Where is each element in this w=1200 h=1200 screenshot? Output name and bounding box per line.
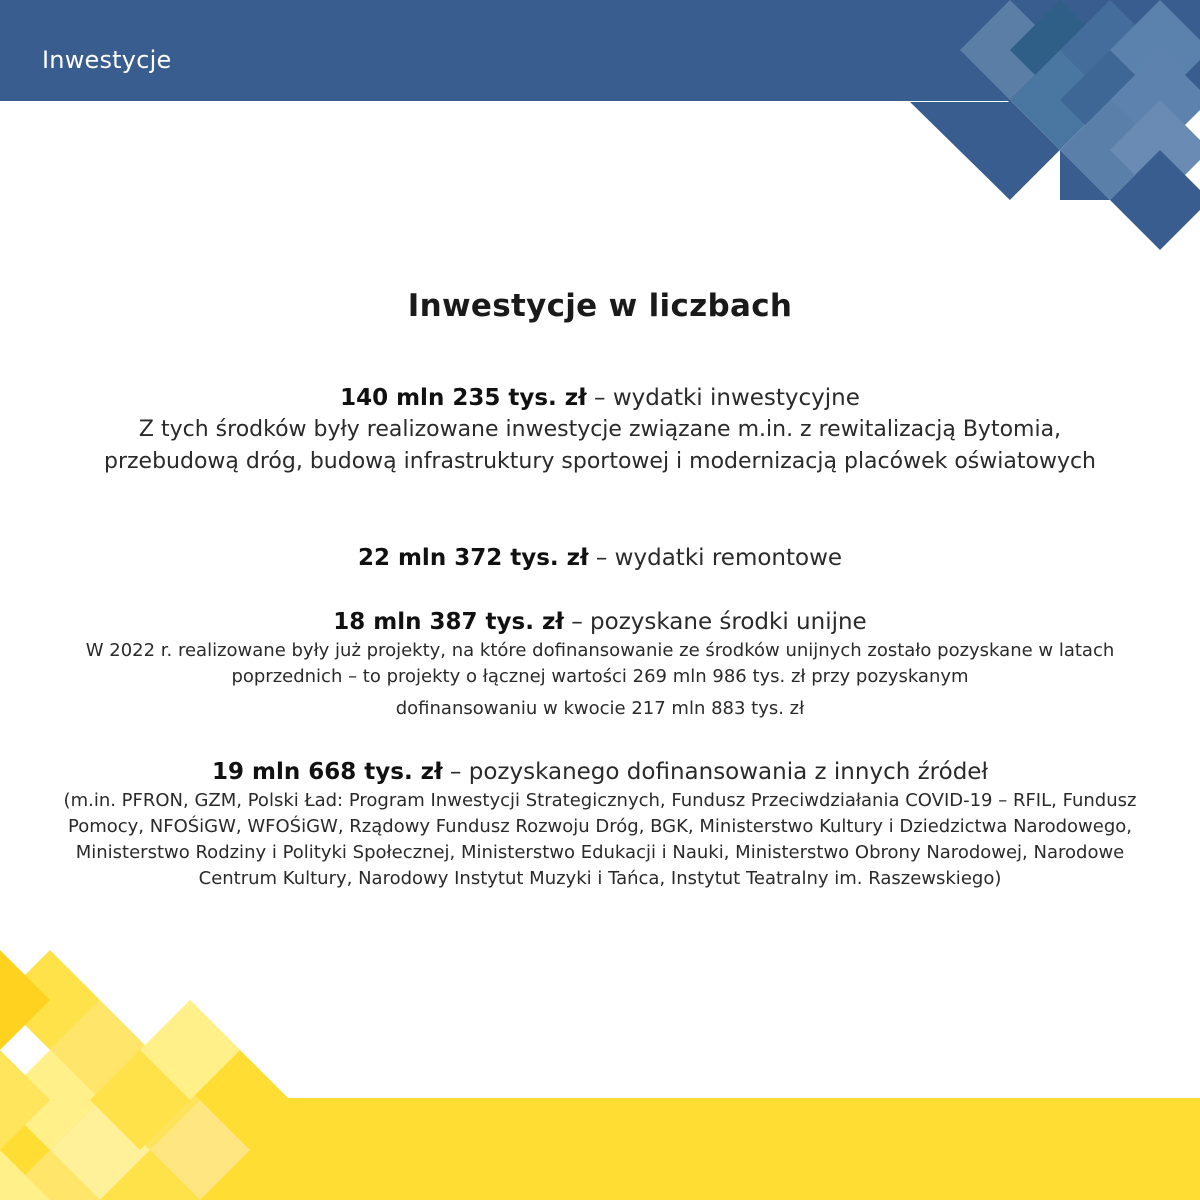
yellow-diamond-pattern: [0, 950, 1200, 1200]
item-amount: 19 mln 668 tys. zł: [212, 759, 443, 785]
header-title: Inwestycje: [42, 46, 172, 74]
item-label: – pozyskanego dofinansowania z innych źródeł: [442, 759, 988, 785]
item-description-line2: dofinansowaniu w kwocie 217 mln 883 tys. zł: [395, 698, 805, 719]
item-description: Z tych środków były realizowane inwestycje związane m.in. z rewitalizacją Bytomia, przebudową dróg, budową infrastruktury sportowej i modernizacją placówek oświatowych: [104, 417, 1096, 474]
item-label: – wydatki inwestycyjne: [586, 385, 860, 411]
item-headline: [30, 382, 1170, 414]
item-amount: 140 mln 235 tys. zł: [340, 385, 587, 411]
item-label: – pozyskane środki unijne: [563, 609, 867, 635]
investment-item-3: [30, 606, 1170, 722]
investment-item-2: [30, 542, 1170, 574]
item-amount: 18 mln 387 tys. zł: [333, 609, 564, 635]
item-headline: [30, 756, 1170, 788]
item-label: – wydatki remontowe: [588, 545, 843, 571]
header-band: [0, 0, 1200, 101]
item-headline: [30, 542, 1170, 574]
investment-item-1: [30, 382, 1170, 478]
item-amount: 22 mln 372 tys. zł: [357, 545, 589, 571]
page-title: Inwestycje w liczbach: [407, 288, 793, 324]
investment-item-4: [30, 756, 1170, 892]
item-description: W 2022 r. realizowane były już projekty, na które dofinansowanie ze środków unijnych zostało pozyskane w latach poprzednich – to projekty o łącznej wartości 269 mln 986 tys. zł przy pozyskanym: [85, 640, 1115, 687]
item-headline: [30, 606, 1170, 638]
item-description: (m.in. PFRON, GZM, Polski Ład: Program Inwestycji Strategicznych, Fundusz Przeciwdziałania COVID-19 – RFIL, Fundusz Pomocy, NFOŚiGW, WFOŚiGW, Rządowy Fundusz Rozwoju Dróg, BGK, Ministerstwo Kultury i Dziedzictwa Narodowego, Ministerstwo Rodziny i Polityki Społecznej, Ministerstwo Edukacji i Nauki, Ministerstwo Obrony Narodowej, Narodowe Centrum Kultury, Narodowy Instytut Muzyki i Tańca, Instytut Teatralny im. Raszewskiego): [63, 790, 1137, 889]
